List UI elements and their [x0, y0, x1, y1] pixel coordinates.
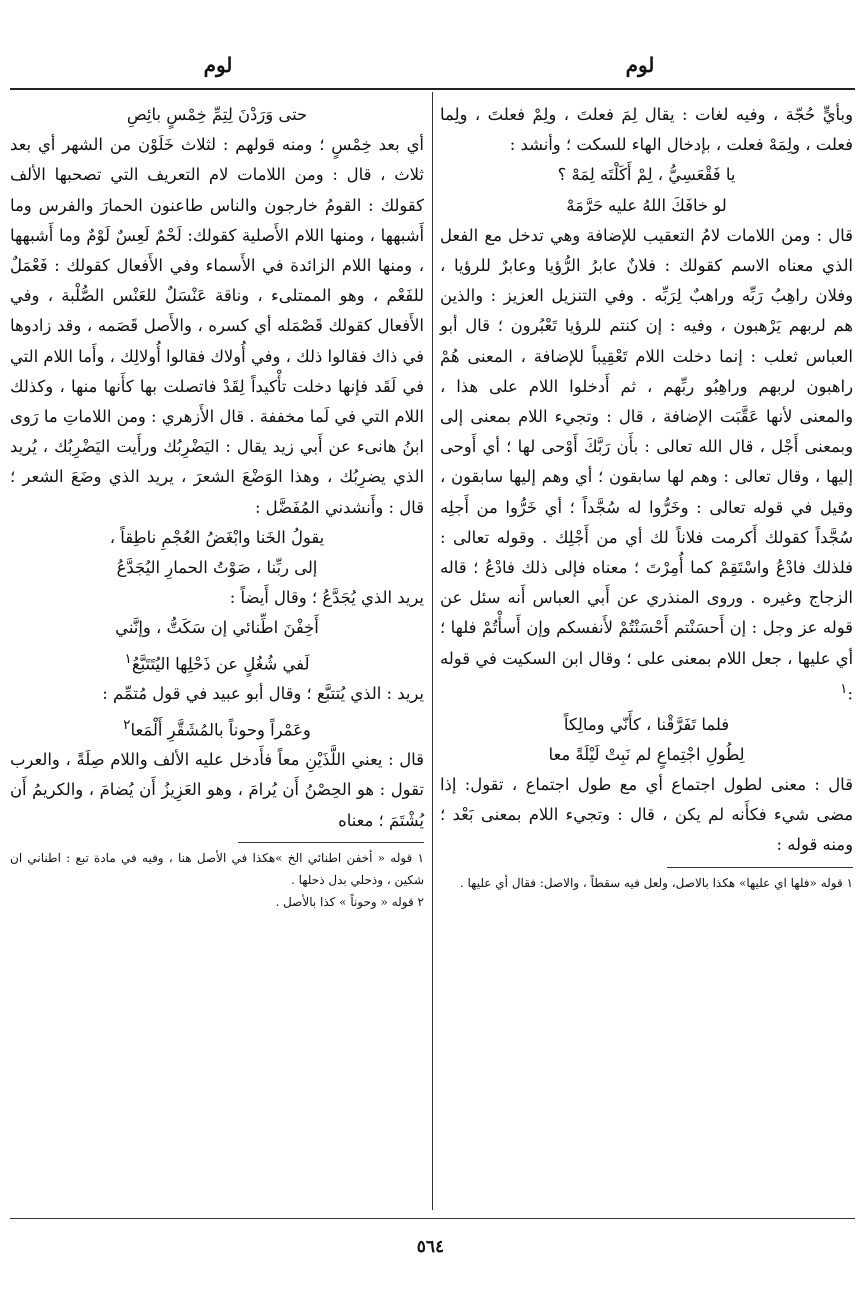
footnote: ١ قوله « أخفن اطنائي الخ »هكذا في الأصل هنا ، وفيه في مادة تبع : اطناني ان شكين ، وذحلي بدل ذحلها . — [10, 850, 424, 887]
paragraph: وبأيٍّ حُجّة ، وفيه لغات : يقال لِمَ فعلتَ ، ولِمْ فعلتَ ، ولِما فعلت ، ولِمَهْ فعلت ، بإدخال الهاء للسكت ؛ وأنشد : — [440, 105, 853, 155]
footnote-rule — [667, 867, 853, 868]
right-column — [440, 100, 853, 894]
column-divider — [432, 92, 433, 1210]
paragraph — [440, 221, 853, 710]
verse-line — [10, 644, 424, 680]
verse-line: يقولُ الخَنا وابْغَضُ العُجْمِ ناطِقاً ، — [109, 527, 325, 547]
header-rule — [10, 88, 855, 90]
verse-text: لَفي شُغُلٍ عن ذَحْلِها اليُتَتَبَّعُ — [131, 654, 310, 674]
footnote-marker: ١ — [840, 680, 848, 697]
verse-text: وعَمْراً وحوناً بالمُشَقَّرِ أَلْمَعا — [130, 720, 311, 739]
verse-line: لِطُولِ اجْتِماعٍ لم نَبِتْ لَيْلَةً معا — [548, 744, 745, 764]
verse-line: لو خافَكَ اللهُ عليه حَرَّمَهْ — [566, 195, 727, 215]
footnote-rule — [238, 842, 424, 843]
paragraph: قال : يعني اللَّذَيْنِ معاً فأَدخل عليه الألف واللام صِلَةً ، والعرب تقول : هو الحِصْنُ أَن يُرامَ ، وهو العَزِيزُ أَن يُضامَ ، والكريمُ أَن يُشْتَمَ ؛ معناه — [10, 750, 424, 830]
paragraph: قال : معنى لطول اجتماع أي مع طول اجتماع ، تقول: إذا مضى شيء فكأَنه لم يكن ، قال : وتجيء اللام بمعنى بَعْد ؛ ومنه قوله : — [440, 774, 853, 855]
footnote-marker: ١ — [124, 650, 132, 667]
footnote-marker: ٢ — [123, 716, 131, 733]
verse-line: فلما تَفَرَّقْنا ، كأَنّي ومالِكاً — [563, 714, 730, 734]
footer-rule — [10, 1218, 855, 1219]
left-column — [10, 100, 424, 913]
page-number: ٥٦٤ — [416, 1237, 445, 1257]
footnote: ٢ قوله « وحوناً » كذا بالأصل . — [275, 894, 424, 909]
paragraph: أي بعد خِمْسٍ ؛ ومنه قولهم : لثلاث خَلَوْن من الشهر أي بعد ثلاث ، قال : ومن اللامات لام التعريف التي تصحبها الألف كقولك : القومُ خارجون والناس طاعنون الحمارَ والفرس وما أَشبهها ، ومنها اللام الأَصلية كقولك: لَحْمٌ لَعِسٌ لَوْمٌ وما أَشبهها ، ومنها اللام الزائدة في الأَسماء وفي الأَفعال كقولك : فَعْمَلٌ للفَعْم ، وهو الممتلىء ، وناقة عَنْسَلٌ للعَنْس الصُّلْبة ، وفي الأَفعال كقولك قَصْمَله أي كسره ، والأَصل قَصَمه ، وقد زادوها في ذاك فقالوا ذلك ، وفي أُولاك فقالوا أُولالِك ، وأَما اللام التي في لَقَد فإنها دخلت تأْكيداً لِقَدْ فاتصلت بها كأَنها منها ، وكذلك اللام التي في لَما مخففة . قال الأَزهري : ومن اللاماتِ ما رَوى ابنُ هانىء عن أَبي زيد يقال : اليَضْرِبُك ورأَيت اليَضْرِبُك ، يُريد الذي يضرِبُك ، وهذا الوَضْعَ الشعرَ ، يريد الذي وضَعَ الشعر ؛ قال : وأَنشدني المُفَضَّل : — [10, 135, 424, 517]
verse-line: يا فَقْعَسِيُّ ، لِمْ أَكَلْتَه لِمَهْ ؟ — [557, 165, 736, 185]
running-header-right: لوم — [625, 53, 655, 77]
running-header-left: لوم — [203, 53, 233, 77]
paragraph: يريد : الذي يُتتبَّع ؛ وقال أبو عبيد في قول مُتمِّم : — [102, 684, 424, 704]
footnote: ١ قوله «فلها اي عليها» هكذا بالاصل، ولعل فيه سقطاً ، والاصل: فقال أي عليها . — [459, 875, 853, 890]
verse-line: حتى وَرَدْنَ لِتِمِّ خِمْسٍ بائِصِ — [126, 105, 308, 124]
paragraph: يريد الذي يُجَدَّعُ ؛ وقال أَيضاً : — [229, 588, 424, 608]
verse-line — [10, 710, 424, 746]
verse-line: أَخِفْنَ اطِّنائي إن سَكَتُّ ، وإنَّني — [115, 618, 319, 638]
verse-line: إلى ربِّنا ، صَوْتُ الحمارِ اليُجَدَّعُ — [116, 558, 318, 578]
paragraph-text: قال : ومن اللامات لامُ التعقيب للإضافة وهي تدخل مع الفعل الذي معناه الاسم كقولك : فلانٌ عابرُ الرُّؤيا وعابرٌ للرؤيا ، وفلان راهِبُ رَبِّه وراهبٌ لِرَبِّه . وفي التنزيل العزيز : والذين هم لربهم يَرْهبون ، وفيه : إن كنتم للرؤيا تَعْبُرون ؛ قال أبو العباس ثعلب : إنما دخلت اللام تَعْقِيباً للإضافة ، المعنى هُمْ راهبون لربهم وراهِبُو ربِّهم ، ثم أَدخلوا اللام على هذا ، والمعنى لأنها عَقَّبَت الإضافة ، قال : وتجيء اللام بمعنى إلى وبمعنى أَجْل ، قال الله تعالى : بأَن رَبَّكَ أَوْحى لها ؛ أي أَوحى إليها ، وقال تعالى : وهم لها سابقون ؛ أي وهم إليها سابقون ، وقيل في قوله تعالى : وخَرُّوا له سُجَّداً ؛ أي خَرُّوا من أَجلِه سُجَّداً كقولك أَكرمت فلاناً لك أي من أَجْلِك . وقوله تعالى : فلذلك فادْعُ واسْتَقِمْ كما أُمِرْتَ ؛ معناه فإلى ذلك فادْعُ ؛ قاله الزجاج وغيره . وروى المنذري عن أَبي العباس أَنه سئل عن قوله عز وجل : إن أَحسَنْتم أَحْسَنْتُمْ لأَنفسكم وإن أَسأْتُمْ فلها ؛ أي عليها ، جعل اللام بمعنى على ؛ وقال ابن السكيت في قوله : — [440, 225, 853, 704]
